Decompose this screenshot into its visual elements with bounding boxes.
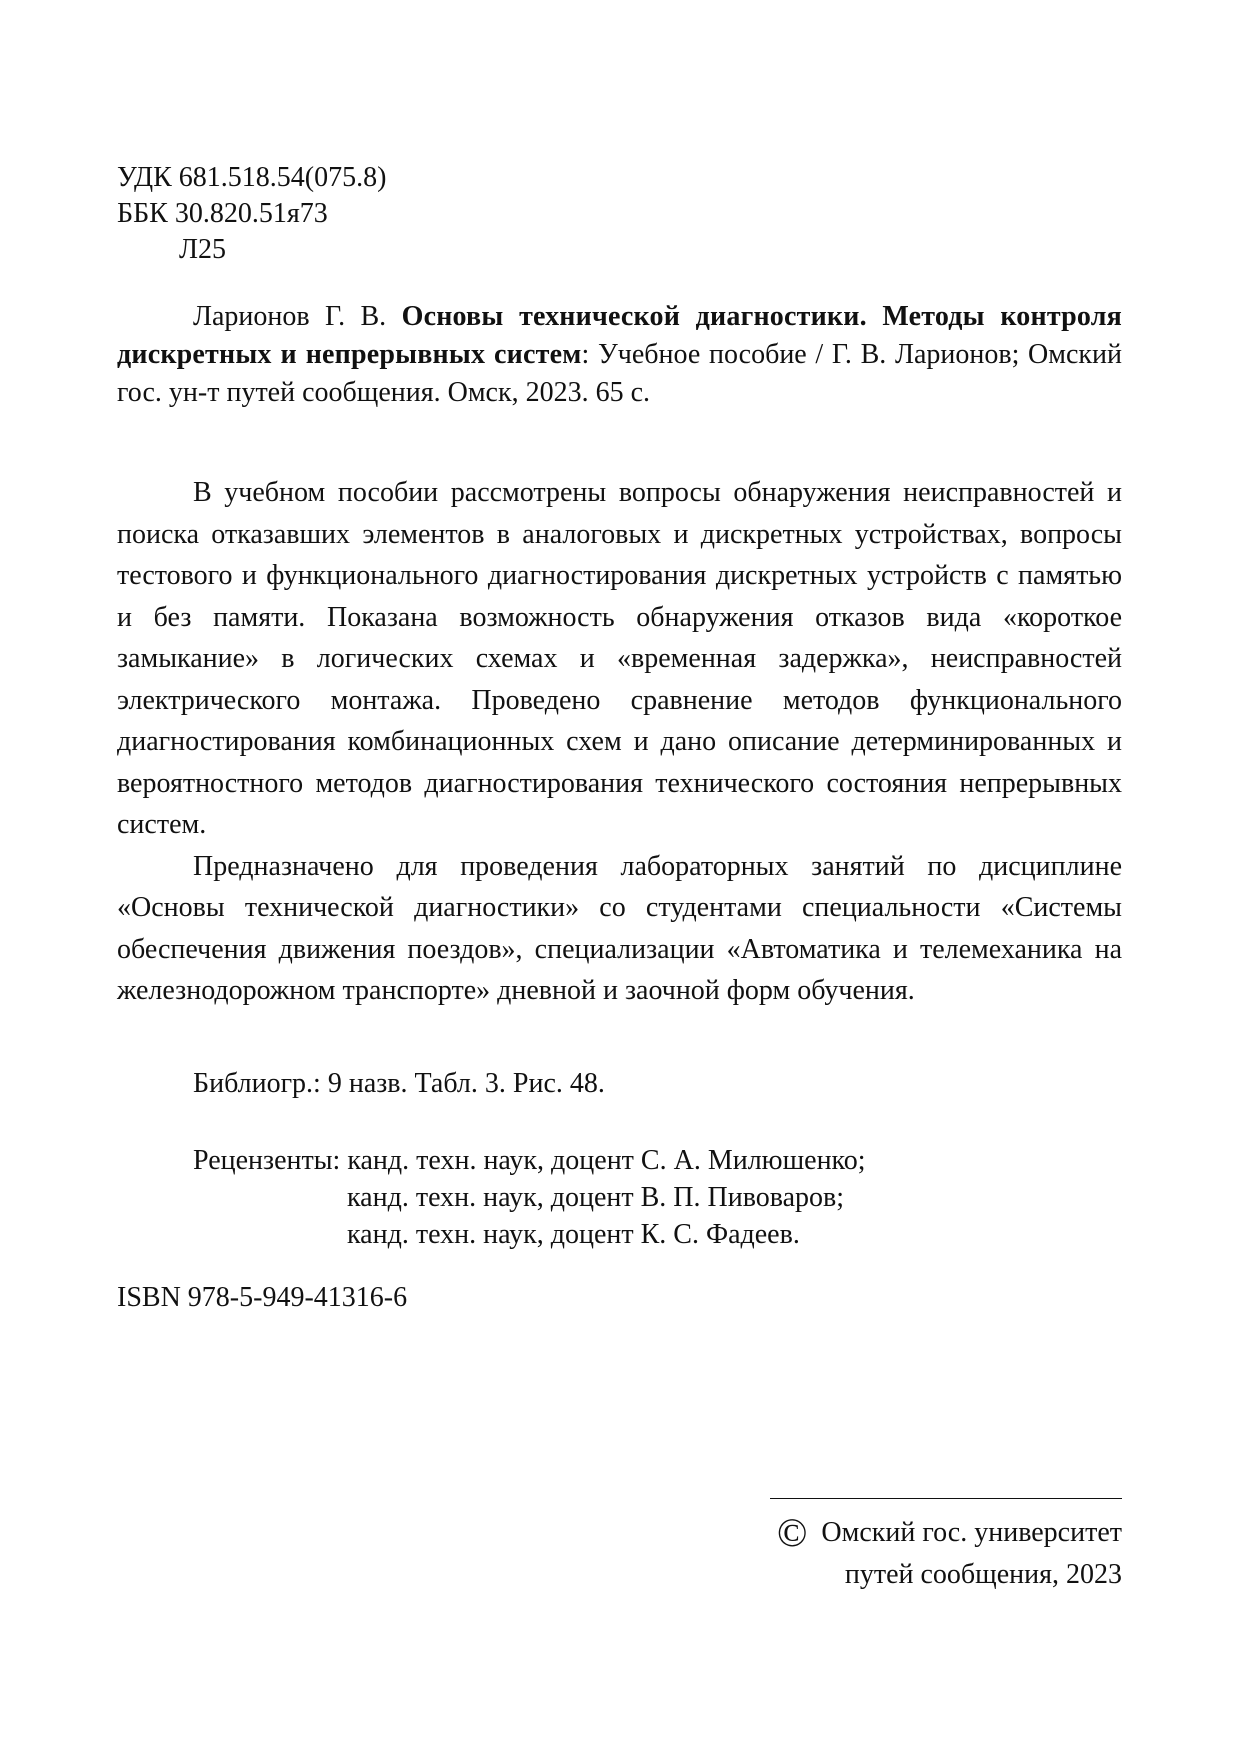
reviewer-1: Рецензенты: канд. техн. наук, доцент С. А. Милюшенко;: [193, 1145, 866, 1176]
classification-codes: [117, 160, 386, 268]
annotation-paragraph-1: В учебном пособии рассмотрены вопросы обнаружения неисправностей и поиска отказавших элементов в аналоговых и дискретных устройствах, вопросы тестового и функционального диагностирования дискретных устройств с памятью и без памяти. Показана возможность обнаружения отказов вида «короткое замыкание» в логических схемах и «временная задержка», неисправностей электрического монтажа. Проведено сравнение методов функционального диагностирования комбинационных схем и дано описание детерминированных и вероятностного методов диагностирования технического состояния непрерывных систем.: [117, 477, 1122, 840]
annotation: [117, 472, 1122, 1012]
annotation-paragraph-2: Предназначено для проведения лабораторных занятий по дисциплине «Основы технической диагностики» со студентами специальности «Системы обеспечения движения поездов», специализации «Автоматика и телемеханика на железнодорожном транспорте» дневной и заочной форм обучения.: [117, 850, 1122, 1006]
reviewer-2: канд. техн. наук, доцент В. П. Пивоваров;: [347, 1182, 844, 1213]
reviewers: [193, 1142, 866, 1253]
copyright-icon: ©: [776, 1510, 808, 1555]
biblio-rest: : Учебное пособие / Г. В. Ларионов; Омский гос. ун-т путей сообщения. Омск, 2023. 65 с.: [117, 339, 1122, 408]
copyright-block: [777, 1512, 1122, 1596]
copyright-line-2: путей сообщения, 2023: [844, 1559, 1122, 1590]
bbk-code: ББК 30.820.51я73: [117, 198, 328, 229]
bibliography-stats: Библиогр.: 9 назв. Табл. 3. Рис. 48.: [193, 1068, 605, 1099]
bibliographic-description: [117, 298, 1122, 412]
author-mark: Л25: [179, 234, 226, 265]
copyright-divider: [770, 1498, 1122, 1499]
biblio-title: Основы технической диагностики. Методы контроля дискретных и непрерывных систем: [117, 301, 1122, 370]
isbn: ISBN 978-5-949-41316-6: [117, 1282, 408, 1313]
udk-code: УДК 681.518.54(075.8): [117, 162, 387, 193]
reviewer-3: канд. техн. наук, доцент К. С. Фадеев.: [347, 1219, 800, 1250]
copyright-line-1: Омский гос. университет: [821, 1517, 1122, 1548]
biblio-author: Ларионов Г. В.: [193, 301, 402, 332]
